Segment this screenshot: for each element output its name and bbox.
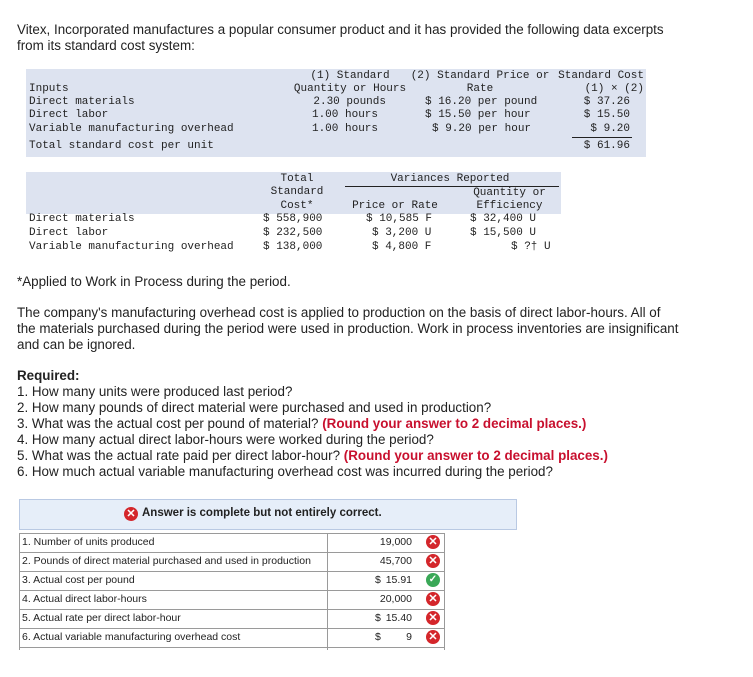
row-label: Direct labor — [29, 109, 109, 121]
intro-line-2: from its standard cost system: — [17, 38, 195, 53]
question-2: 2. How many pounds of direct material were purchased and used in production? — [17, 400, 492, 415]
incorrect-icon: ✕ — [426, 535, 440, 549]
answer-label: 2. Pounds of direct material purchased and used in production — [22, 555, 311, 567]
result-banner — [19, 499, 517, 530]
col-header-qty-1: (1) Standard — [310, 70, 390, 82]
row-rate: $ 15.50 per hour — [425, 109, 531, 121]
row-label: Direct materials — [29, 213, 135, 225]
incorrect-icon: ✕ — [426, 630, 440, 644]
incorrect-icon: ✕ — [426, 554, 440, 568]
answer-input[interactable]: 15.40 — [385, 612, 412, 624]
row-cost: $ 15.50 — [583, 109, 630, 121]
answer-input[interactable]: 20,000 — [379, 593, 412, 605]
row-rate: $ 16.20 per pound — [425, 96, 538, 108]
total-value: $ 61.96 — [583, 140, 630, 152]
row-label: Variable manufacturing overhead — [29, 123, 234, 135]
subtotal-rule — [572, 137, 632, 138]
col-header-qty-1: Quantity or — [473, 187, 546, 199]
row-price: $ 10,585 F — [366, 213, 433, 225]
row-qty: $ ?† U — [511, 241, 551, 253]
answer-label: 1. Number of units produced — [22, 536, 155, 548]
row-total: $ 138,000 — [263, 241, 323, 253]
answer-input[interactable]: 15.91 — [385, 574, 412, 586]
answer-row — [19, 628, 444, 648]
col-header-total-3: Cost* — [280, 200, 314, 212]
col-header-qty-2: Efficiency — [476, 200, 543, 212]
answer-row — [19, 590, 444, 610]
dollar-sign: $ — [375, 631, 381, 643]
question-5-text: 5. What was the actual rate paid per direct labor-hour? — [17, 448, 341, 463]
row-price: $ 4,800 F — [372, 241, 432, 253]
row-cost: $ 37.26 — [583, 96, 630, 108]
answer-row — [19, 533, 444, 553]
answer-input[interactable]: 9 — [406, 631, 412, 643]
answer-table-right — [444, 533, 445, 650]
answer-input[interactable]: 19,000 — [379, 536, 412, 548]
answer-row — [19, 571, 444, 591]
row-total: $ 232,500 — [263, 227, 323, 239]
row-label: Direct materials — [29, 96, 135, 108]
row-total: $ 558,900 — [263, 213, 323, 225]
col-header-rate-1: (2) Standard Price or — [410, 70, 550, 82]
question-5-note: (Round your answer to 2 decimal places.) — [343, 448, 608, 463]
col-header-variances: Variances Reported — [390, 173, 510, 185]
col-header-cost-2: (1) × (2) — [584, 83, 644, 95]
banner-text: Answer is complete but not entirely correct. — [142, 507, 382, 519]
dollar-sign: $ — [375, 612, 381, 624]
para2-line-2: the materials purchased during the period were used in production. Work in process inventories are insignificant — [17, 321, 679, 336]
answer-label: 4. Actual direct labor-hours — [22, 593, 147, 605]
inputs-label: Inputs — [29, 83, 69, 95]
intro-line-1: Vitex, Incorporated manufactures a popular consumer product and it has provided the following data excerpts — [17, 22, 664, 37]
col-header-qty-2: Quantity or Hours — [293, 83, 407, 95]
row-price: $ 3,200 U — [372, 227, 432, 239]
question-6: 6. How much actual variable manufacturing overhead cost was incurred during the period? — [17, 464, 553, 479]
total-label: Total standard cost per unit — [29, 140, 214, 152]
question-4: 4. How many actual direct labor-hours were worked during the period? — [17, 432, 434, 447]
correct-icon: ✓ — [426, 573, 440, 587]
dollar-sign: $ — [375, 574, 381, 586]
answer-label: 3. Actual cost per pound — [22, 574, 135, 586]
row-qty: 2.30 pounds — [313, 96, 386, 108]
para2-line-1: The company's manufacturing overhead cost is applied to production on the basis of direct labor-hours. All of — [17, 305, 661, 320]
row-qty: 1.00 hours — [311, 123, 378, 135]
question-3-note: (Round your answer to 2 decimal places.) — [322, 416, 587, 431]
row-cost: $ 9.20 — [590, 123, 630, 135]
question-3 — [17, 416, 586, 432]
required-title: Required: — [17, 368, 80, 383]
question-5 — [17, 448, 608, 464]
question-3-text: 3. What was the actual cost per pound of material? — [17, 416, 319, 431]
answer-row — [19, 609, 444, 629]
col-header-price: Price or Rate — [352, 200, 438, 212]
incorrect-icon: ✕ — [426, 611, 440, 625]
row-qty: $ 32,400 U — [470, 213, 537, 225]
col-header-rate-2: Rate — [466, 83, 494, 95]
answer-input[interactable]: 45,700 — [379, 555, 412, 567]
error-icon: ✕ — [124, 507, 138, 521]
col-header-total-1: Total — [280, 173, 314, 185]
answer-row — [19, 552, 444, 572]
row-label: Direct labor — [29, 227, 109, 239]
row-rate: $ 9.20 per hour — [432, 123, 532, 135]
col-header-cost-1: Standard Cost — [558, 70, 644, 82]
row-qty: $ 15,500 U — [470, 227, 537, 239]
footnote: *Applied to Work in Process during the period. — [17, 274, 291, 289]
answer-label: 5. Actual rate per direct labor-hour — [22, 612, 181, 624]
row-qty: 1.00 hours — [311, 109, 378, 121]
para2-line-3: and can be ignored. — [17, 337, 136, 352]
incorrect-icon: ✕ — [426, 592, 440, 606]
col-header-total-2: Standard — [270, 186, 324, 198]
row-label: Variable manufacturing overhead — [29, 241, 234, 253]
answer-label: 6. Actual variable manufacturing overhead cost — [22, 631, 241, 643]
question-1: 1. How many units were produced last period? — [17, 384, 293, 399]
